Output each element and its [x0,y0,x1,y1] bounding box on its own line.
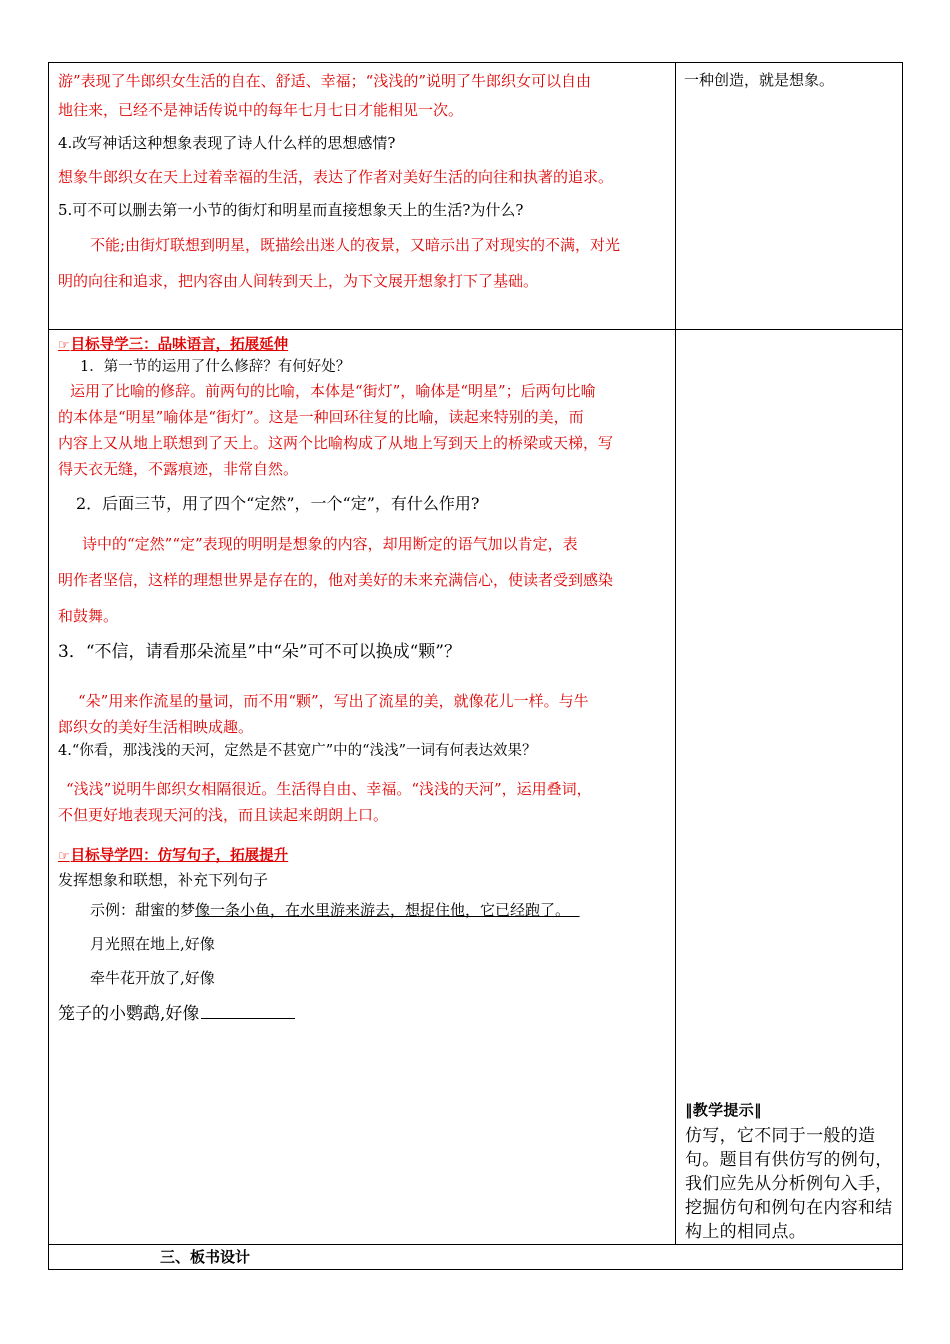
lesson-plan-page [48,62,902,1269]
question-3: 3．“不信，请看那朵流星”中“朵”可不可以换成“颗”？ [58,642,461,662]
row-footer [49,1245,903,1270]
teaching-tip-body: 仿写，它不同于一般的造句。题目有供仿写的例句，我们应先从分析例句入手，挖掘仿句和例句在内容和结构上的相同点。 [685,1126,893,1242]
pointing-hand-icon: ☞ [58,849,70,864]
answer-2-line: 明作者坚信，这样的理想世界是存在的，他对美好的未来充满信心，使读者受到感染 [58,571,614,589]
section-4-title: 目标导学四：仿写句子，拓展提升 [70,847,289,864]
answer-5-line: 不能;由街灯联想到明星，既描绘出迷人的夜景，又暗示出了对现实的不满，对光 [90,236,621,254]
answer-1-line: 内容上又从地上联想到了天上。这两个比喻构成了从地上写到天上的桥梁或天梯，写 [58,434,614,452]
question-4: 4.“你看，那浅浅的天河，定然是不甚宽广”中的“浅浅”一词有何表达效果？ [58,743,537,759]
example-prefix: 示例：甜蜜的梦 [90,901,196,919]
fill-sentence-3 [58,995,667,1033]
section-3-title: 目标导学三：品味语言，拓展延伸 [70,336,289,353]
question-1: 1．第一节的运用了什么修辞？有何好处？ [80,359,351,375]
fill-sentence-3-text: 笼子的小鹦鹉,好像 [58,1004,200,1024]
instruction-text: 发挥想象和联想，补充下列句子 [58,871,269,889]
answer-5-line: 明的向往和追求，把内容由人间转到天上，为下文展开想象打下了基础。 [58,272,539,290]
board-design-title: 三、板书设计 [160,1248,251,1266]
answer-1-line: 得天衣无缝，不露痕迹，非常自然。 [58,460,299,478]
row-analysis [49,63,903,330]
question-2: 2．后面三节，用了四个“定然”，一个“定”，有什么作用? [76,494,480,513]
answer-4: 想象牛郎织女在天上过着幸福的生活，表达了作者对美好生活的向往和执著的追求。 [58,168,614,186]
fill-sentence-2: 牵牛花开放了,好像 [90,969,215,987]
answer-3-line: 郎织女的美好生活相映成趣。 [58,718,254,736]
answer-line: 游”表现了牛郎织女生活的自在、舒适、幸福；“浅浅的”说明了牛郎织女可以自由 [58,72,592,90]
answer-1-line: 运用了比喻的修辞。前两句的比喻，本体是“街灯”，喻体是“明星”；后两句比喻 [70,382,596,400]
section-3-heading [58,335,667,356]
teaching-tip-title: ‖教学提示‖ [685,1101,762,1119]
board-design-cell [49,1245,903,1270]
section-4-heading [58,846,667,867]
fill-sentence-1: 月光照在地上,好像 [90,935,215,953]
answer-line: 地往来，已经不是神话传说中的每年七月七日才能相见一次。 [58,101,464,119]
answer-4-line: “浅浅”说明牛郎织女相隔很近。生活得自由、幸福。“浅浅的天河”，运用叠词， [66,780,592,798]
notes-cell [676,63,903,330]
example-sentence [58,893,667,927]
question-4: 4.改写神话这种想象表现了诗人什么样的思想感情? [58,134,396,152]
teaching-tip [685,1098,903,1244]
answer-4-line: 不但更好地表现天河的浅，而且读起来朗朗上口。 [58,806,389,824]
pointing-hand-icon: ☞ [58,338,70,353]
answer-2-line: 诗中的“定然”“定”表现的明明是想象的内容，却用断定的语气加以肯定，表 [82,535,578,553]
note-text: 一种创造，就是想象。 [684,71,835,89]
question-5: 5.可不可以删去第一小节的街灯和明星而直接想象天上的生活?为什么? [58,201,524,219]
answer-1-line: 的本体是“明星”喻体是“街灯”。这是一种回环往复的比喻，读起来特别的美，而 [58,408,584,426]
lesson-table [48,62,903,1270]
analysis-cell [49,63,676,330]
answer-2-line: 和鼓舞。 [58,607,119,625]
example-underlined: 像一条小鱼，在水里游来游去，想捉住他，它已经跑了。 [195,901,571,919]
answer-3-line: “朵”用来作流星的量词，而不用“颗”，写出了流星的美，就像花儿一样。与牛 [78,692,589,710]
fill-blank[interactable] [201,1004,295,1019]
activities-cell [49,330,676,1245]
